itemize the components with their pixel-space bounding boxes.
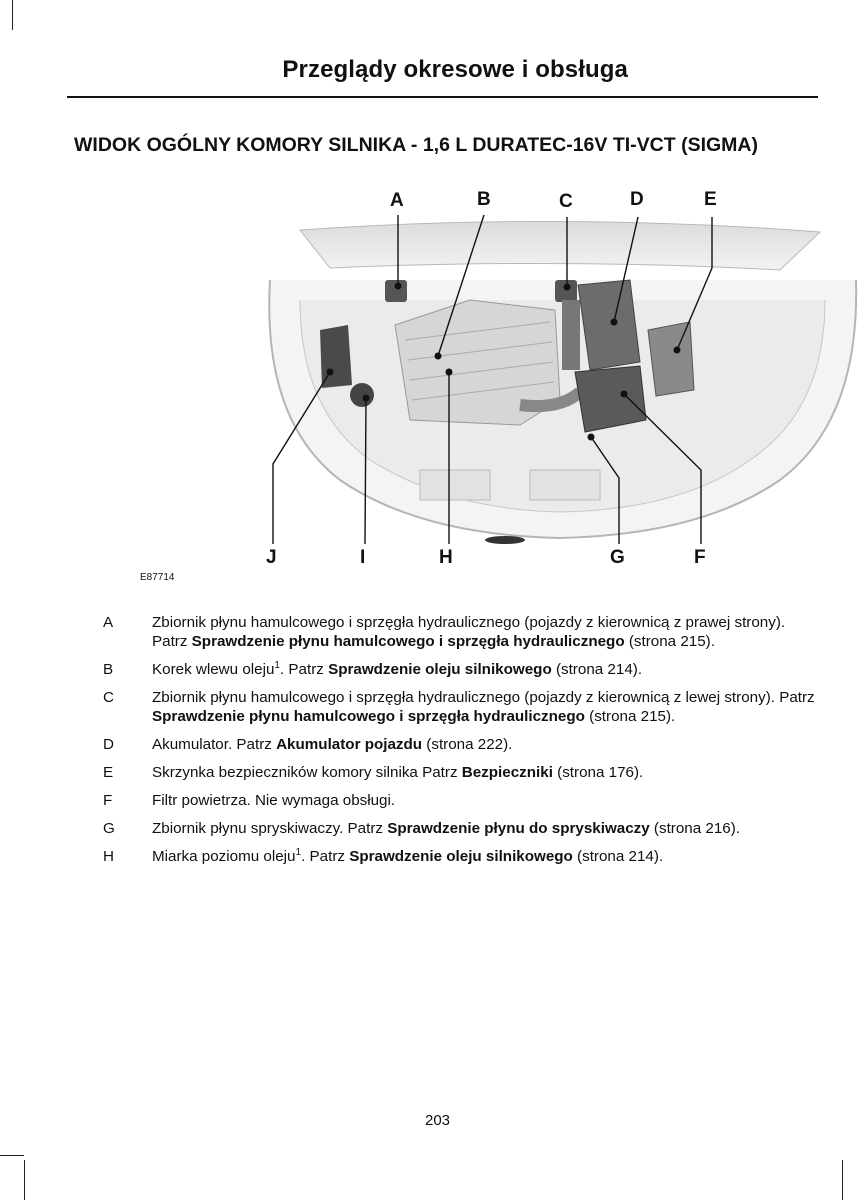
definition-letter: B (103, 661, 114, 678)
brake-reservoir-c (555, 280, 577, 302)
definition-text: Korek wlewu oleju$^1$. Patrz Sprawdzenie oleju silnikowego (strona 214). (152, 660, 643, 678)
footnote-marker: 1 (274, 660, 280, 671)
definition-text: Miarka poziomu oleju$^1$. Patrz Sprawdzenie oleju silnikowego (strona 214). (152, 847, 664, 865)
definition-item-g (103, 819, 818, 838)
definition-letter: C (103, 689, 114, 706)
cross-reference: Akumulator pojazdu (276, 736, 423, 753)
definition-item-d (103, 735, 818, 754)
section-title: WIDOK OGÓLNY KOMORY SILNIKA - 1,6 L DURATEC-16V TI-VCT (SIGMA) (74, 134, 758, 156)
definition-letter: F (103, 792, 113, 809)
definition-list (103, 613, 818, 875)
cross-reference: Bezpieczniki (461, 764, 553, 781)
air-filter (575, 366, 646, 432)
crop-mark-bottom-right-vertical (842, 1160, 843, 1200)
definition-text: Zbiornik płynu hamulcowego i sprzęgła hydraulicznego (pojazdy z kierownicą z prawej strony). Patrz Sprawdzenie płynu hamulcowego i sprzęgła hydraulicznego (strona 215). (152, 614, 786, 650)
callout-label-f: F (694, 547, 706, 568)
cross-reference: Sprawdzenie płynu hamulcowego i sprzęgła hydraulicznego (152, 708, 585, 725)
definition-text: Akumulator. Patrz Akumulator pojazdu (strona 222). (152, 736, 513, 753)
definition-text: Zbiornik płynu spryskiwaczy. Patrz Sprawdzenie płynu do spryskiwaczy (strona 216). (152, 820, 741, 837)
cross-reference: Sprawdzenie oleju silnikowego (349, 848, 573, 865)
header-divider (67, 96, 818, 98)
page-header-title: Przeglądy okresowe i obsługa (282, 56, 628, 83)
definition-item-a (103, 613, 818, 651)
coolant-cap-i (350, 383, 374, 407)
definition-letter: A (103, 614, 114, 631)
callout-label-h: H (439, 547, 453, 568)
definition-letter: H (103, 848, 114, 865)
fuse-box (648, 322, 694, 396)
definition-item-e (103, 763, 818, 782)
callout-label-d: D (630, 189, 644, 210)
definition-text: Skrzynka bezpieczników komory silnika Patrz Bezpieczniki (strona 176). (152, 764, 644, 781)
definition-item-c (103, 688, 818, 726)
callout-label-c: C (559, 191, 573, 212)
callout-label-b: B (477, 189, 491, 210)
cross-reference: Sprawdzenie płynu hamulcowego i sprzęgła hydraulicznego (191, 633, 625, 650)
engine-compartment-diagram (250, 186, 861, 576)
callout-label-g: G (610, 547, 625, 568)
crop-mark-bottom-left-vertical (24, 1160, 25, 1200)
callout-label-e: E (704, 189, 717, 210)
definition-text: Zbiornik płynu hamulcowego i sprzęgła hydraulicznego (pojazdy z kierownicą z lewej strony). Patrz Sprawdzenie płynu hamulcowego i sprzęgła hydraulicznego (strona 215). (152, 689, 815, 725)
callout-label-a: A (390, 190, 404, 211)
cross-reference: Sprawdzenie oleju silnikowego (328, 661, 552, 678)
washer-reservoir-j (320, 325, 352, 388)
hood-shape (300, 221, 820, 270)
definition-letter: G (103, 820, 115, 837)
cross-reference: Sprawdzenie płynu do spryskiwaczy (387, 820, 650, 837)
crop-mark-top-left-vertical (12, 0, 13, 30)
callout-label-i: I (360, 547, 366, 568)
definition-item-f (103, 791, 818, 810)
figure-code: E87714 (140, 572, 175, 583)
definition-letter: E (103, 764, 114, 781)
definition-item-b (103, 660, 818, 679)
footnote-marker: 1 (295, 847, 302, 858)
definition-item-h (103, 847, 818, 866)
crop-mark-bottom-left-horizontal (0, 1155, 24, 1156)
definition-text: Filtr powietrza. Nie wymaga obsługi. (152, 792, 396, 809)
callout-label-j: J (266, 547, 277, 568)
definition-letter: D (103, 736, 114, 753)
page-number: 203 (425, 1112, 451, 1129)
